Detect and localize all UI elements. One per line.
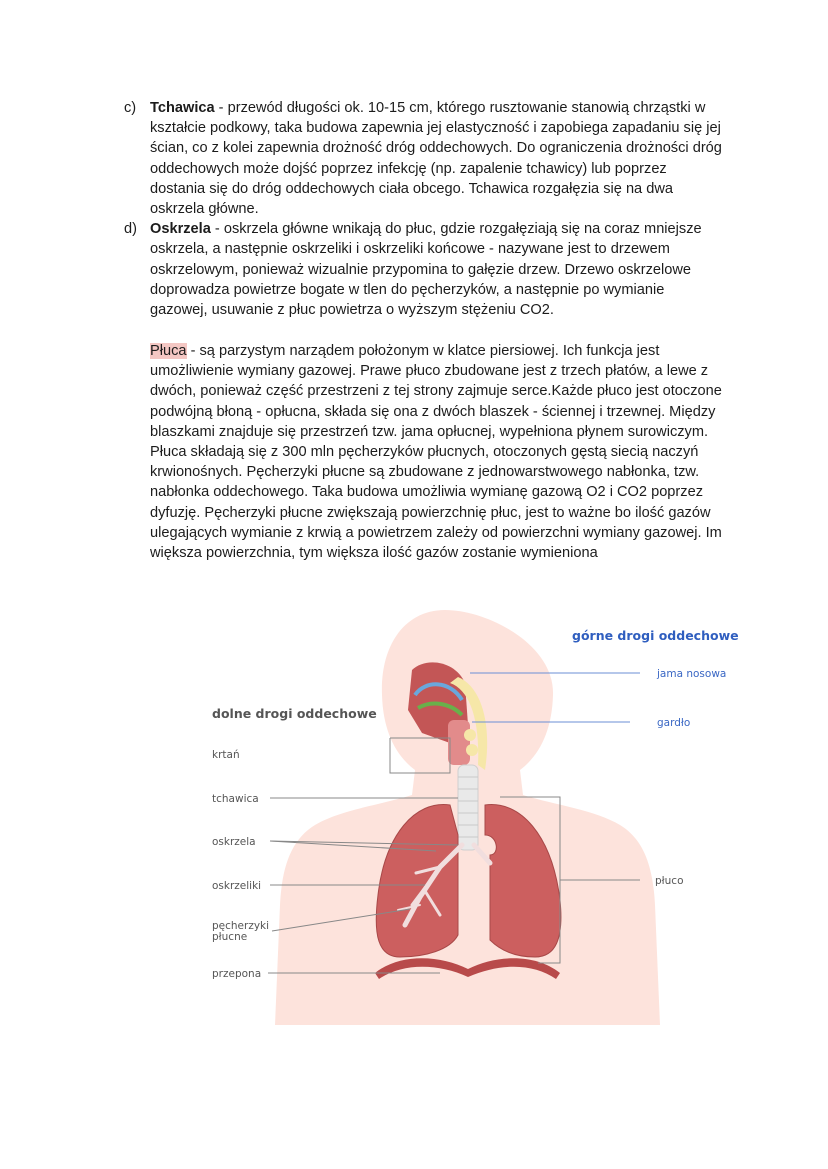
label-pecherzyki-line1: pęcherzyki [212,920,270,932]
label-tchawica: tchawica [212,793,259,805]
lower-airways-title: dolne drogi oddechowe [212,706,377,721]
definition-oskrzela: - oskrzela główne wnikają do płuc, gdzie rozgałęziają się na coraz mniejsze oskrzela, a następnie oskrzeliki i oskrzeliki końcowe - nazywane jest to drzewem oskrzelowym, ponieważ wizualnie przypomina to gałęzie drzew. Drzewo oskrzelowe doprowadza powietrze bogate w tlen do pęcherzyków, a następnie po wymianie gazowej, usuwanie z płuc powietrza o wyższym stężeniu CO2. [150,221,702,319]
term-pluca-highlighted: Płuca [150,343,187,359]
label-jama-nosowa: jama nosowa [657,668,727,680]
diagram-svg [200,605,740,1030]
label-oskrzeliki: oskrzeliki [212,880,262,892]
lungs-paragraph-text: - są parzystym narządem położonym w klatce piersiowej. Ich funkcja jest umożliwienie wymiany gazowej. Prawe płuco zbudowane jest z trzech płatów, a lewe z dwóch, ponieważ część przestrzeni z tej strony zajmuje serce.Każde płuco jest otoczone podwójną błoną - opłucna, składa się ona z dwóch blaszek - ściennej i trzewnej. Między blaszkami znajduje się przestrzeń tzw. jama opłucnej, wypełniona płynem surowiczym. Płuca składają się z 300 mln pęcherzyków płucnych, otoczonych gęstą siecią naczyń krwionośnych. Pęcherzyki płucne są zbudowane z jednowarstwowego nabłonka, tzw. nabłonka oddechowego. Taka budowa umożliwia wymianę gazową O2 i CO2 poprzez dyfuzję. Pęcherzyki płucne zwiększają powierzchnię płuc, jest to ważne bo ilość gazów ulegających wymianie z krwią a powietrzem zależy od powierzchni wymiany gazowej. Im większa powierzchnia, tym większa ilość gazów zostanie wymieniona [150,343,722,562]
label-pecherzyki-line2: płucne [212,931,248,943]
term-tchawica: Tchawica [150,100,215,116]
definition-tchawica: - przewód długości ok. 10-15 cm, którego rusztowanie stanowią chrząstki w kształcie podkowy, taka budowa zapewnia jej elastyczność i zapobiega zapadaniu się jej ścian, co z kolei zapewnia drożność dróg oddechowych. Do ograniczenia drożności dróg oddechowych może dojść poprzez infekcję (np. zapalenie tchawicy) lub poprzez dostania się do dróg oddechowych ciała obcego. Tchawica rozgałęzia się na dwa oskrzela główne. [150,100,722,218]
respiratory-system-diagram [200,605,740,1035]
list-marker: c) [124,100,137,116]
definition-list [124,98,724,320]
label-oskrzela: oskrzela [212,836,256,848]
list-item-oskrzela [124,219,724,320]
label-przepona: przepona [212,968,262,980]
term-oskrzela: Oskrzela [150,221,211,238]
list-item-tchawica [124,98,724,219]
lungs-paragraph [150,341,730,563]
list-marker: d) [124,221,137,238]
label-gardlo: gardło [657,717,691,729]
trachea [458,765,478,850]
upper-airways-title: górne drogi oddechowe [572,628,739,643]
label-pluco: płuco [655,875,684,887]
label-krtan: krtań [212,749,240,761]
